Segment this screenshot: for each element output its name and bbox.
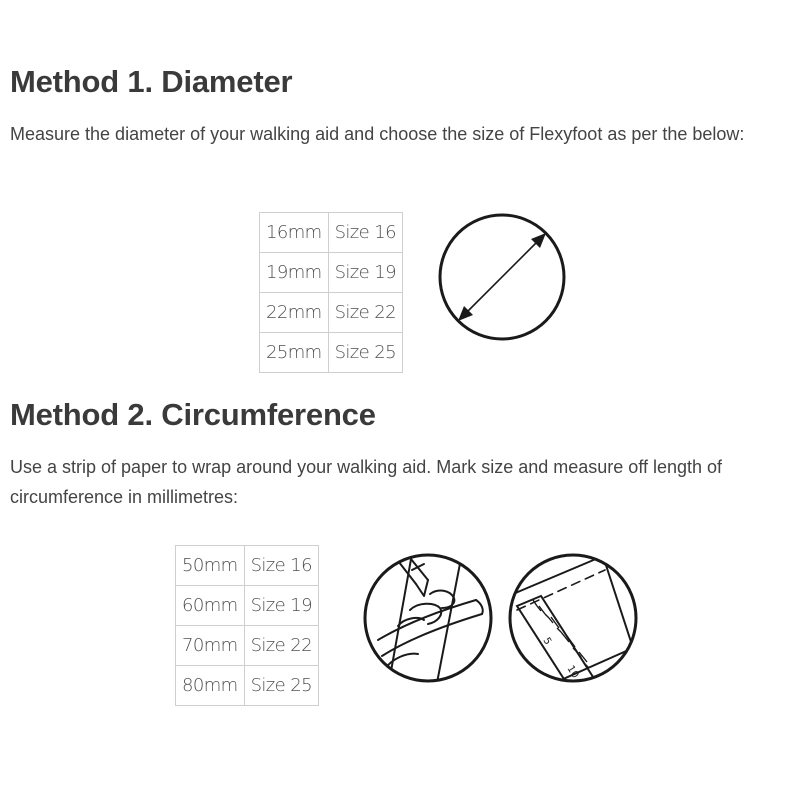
size-cell: Size 16 xyxy=(328,213,402,253)
table-row xyxy=(260,293,403,333)
diameter-cell: 25mm xyxy=(260,333,329,373)
table-row xyxy=(176,586,319,626)
table-row xyxy=(176,666,319,706)
ruler-measuring-strip-icon xyxy=(503,548,643,688)
size-cell: Size 25 xyxy=(244,666,318,706)
method1-title: Method 1. Diameter xyxy=(10,64,293,99)
size-cell: Size 22 xyxy=(244,626,318,666)
circumference-cell: 60mm xyxy=(176,586,245,626)
pen-marking-strip-icon xyxy=(358,548,498,688)
circumference-cell: 50mm xyxy=(176,546,245,586)
diameter-size-table xyxy=(259,212,403,373)
size-cell: Size 25 xyxy=(328,333,402,373)
ruler-label-5: 5 xyxy=(540,635,554,647)
circumference-cell: 80mm xyxy=(176,666,245,706)
circumference-cell: 70mm xyxy=(176,626,245,666)
method2-title: Method 2. Circumference xyxy=(10,397,376,432)
size-cell: Size 22 xyxy=(328,293,402,333)
table-row xyxy=(260,213,403,253)
size-cell: Size 16 xyxy=(244,546,318,586)
method1-description: Measure the diameter of your walking aid and choose the size of Flexyfoot as per the below: xyxy=(10,124,745,144)
table-row xyxy=(260,253,403,293)
table-row xyxy=(176,626,319,666)
diameter-cell: 22mm xyxy=(260,293,329,333)
diameter-circle-icon xyxy=(432,207,572,347)
size-cell: Size 19 xyxy=(244,586,318,626)
circumference-size-table xyxy=(175,545,319,706)
method2-description: Use a strip of paper to wrap around your walking aid. Mark size and measure off length of circumference in millimetres: xyxy=(10,457,723,507)
diameter-cell: 19mm xyxy=(260,253,329,293)
table-row xyxy=(260,333,403,373)
ruler-label-10: 10 xyxy=(564,663,581,681)
size-cell: Size 19 xyxy=(328,253,402,293)
table-row xyxy=(176,546,319,586)
diameter-cell: 16mm xyxy=(260,213,329,253)
